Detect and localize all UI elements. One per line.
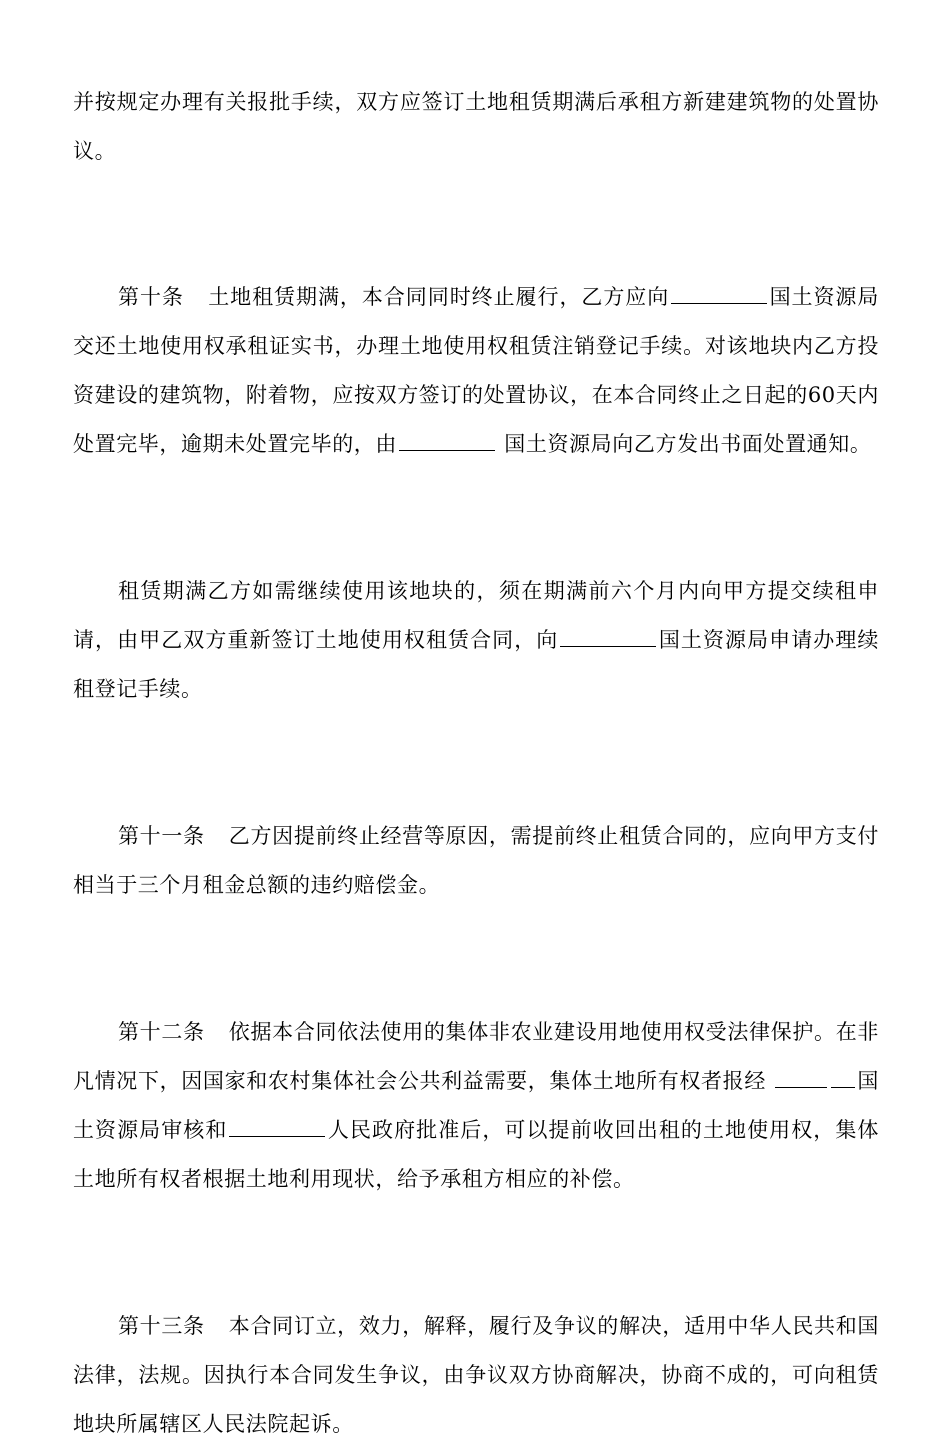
article-10 <box>73 273 879 469</box>
article-text: 国土资源局交还土地使用权承租证实书，办理土地使用权租赁注销登记手续。对该地块内乙方投资建设的建筑物，附着物，应按双方签订的处置协议，在本合同终止之日起的60天内处置完毕，逾期未处置完毕的，由 <box>73 285 879 456</box>
paragraph-spacer <box>73 176 879 273</box>
article-text: 乙方因提前终止经营等原因，需提前终止租赁合同的，应向甲方支付相当于三个月租金总额的违约赔偿金。 <box>73 824 880 897</box>
paragraph-spacer <box>73 469 879 567</box>
fill-in-blank <box>560 626 656 647</box>
document-page <box>73 78 879 1449</box>
paragraph-spacer <box>73 1204 879 1302</box>
paragraph-continuation <box>73 78 879 176</box>
article-heading: 第十条 <box>118 285 184 309</box>
article-heading: 第十一条 <box>118 824 205 848</box>
article-heading: 第十三条 <box>118 1314 205 1338</box>
fill-in-blank <box>775 1067 827 1088</box>
article-12 <box>73 1008 879 1204</box>
article-text: 国土资源局向乙方发出书面处置通知。 <box>504 432 872 456</box>
article-13 <box>73 1302 879 1449</box>
article-11 <box>73 812 879 910</box>
paragraph-text: 国土资源局申请办理续租登记手续。 <box>73 628 879 701</box>
paragraph-text: 并按规定办理有关报批手续，双方应签订土地租赁期满后承租方新建建筑物的处置协议。 <box>73 90 879 163</box>
article-text: 国土资源局审核和 <box>73 1069 879 1142</box>
paragraph-spacer <box>73 910 879 1008</box>
renewal-paragraph <box>73 567 879 714</box>
fill-in-blank <box>831 1067 855 1088</box>
fill-in-blank <box>671 283 767 304</box>
article-text: 土地租赁期满，本合同同时终止履行，乙方应向 <box>207 285 670 309</box>
article-heading: 第十二条 <box>118 1020 205 1044</box>
article-text: 本合同订立，效力，解释，履行及争议的解决，适用中华人民共和国法律，法规。因执行本合同发生争议，由争议双方协商解决，协商不成的，可向租赁地块所属辖区人民法院起诉。 <box>73 1314 880 1436</box>
fill-in-blank <box>399 430 495 451</box>
article-text: 依据本合同依法使用的集体非农业建设用地使用权受法律保护。在非凡情况下，因国家和农村集体社会公共利益需要，集体土地所有权者报经 <box>73 1020 880 1093</box>
article-text: 人民政府批准后，可以提前收回出租的土地使用权，集体土地所有权者根据土地利用现状，给予承租方相应的补偿。 <box>73 1118 879 1191</box>
fill-in-blank <box>229 1116 325 1137</box>
paragraph-text: 租赁期满乙方如需继续使用该地块的，须在期满前六个月内向甲方提交续租申请，由甲乙双方重新签订土地使用权租赁合同，向 <box>73 579 879 652</box>
paragraph-spacer <box>73 714 879 812</box>
